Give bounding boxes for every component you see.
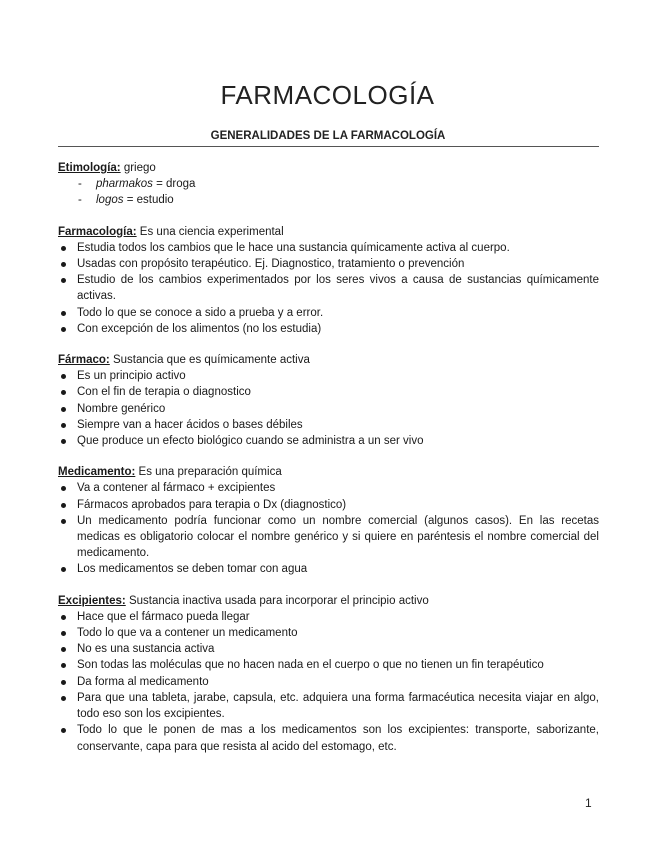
list-item: Son todas las moléculas que no hacen nada en el cuerpo o que no tienen un fin terapéutico — [58, 657, 599, 673]
list-item: Los medicamentos se deben tomar con agua — [58, 561, 599, 577]
term-label: Medicamento: — [58, 466, 136, 479]
bullet-list — [58, 480, 599, 577]
list-item: Estudia todos los cambios que le hace una sustancia químicamente activa al cuerpo. — [58, 240, 599, 256]
page-subtitle: GENERALIDADES DE LA FARMACOLOGÍA — [210, 130, 446, 142]
list-item: Todo lo que va a contener un medicamento — [58, 625, 599, 641]
list-item: Da forma al medicamento — [58, 674, 599, 690]
list-item: Estudio de los cambios experimentados por los seres vivos a causa de sustancias químicamente activas. — [58, 272, 599, 304]
list-item: Todo lo que le ponen de mas a los medicamentos son los excipientes: transporte, saborizante, conservante, capa para que resista al acido del estomago, etc. — [58, 722, 599, 754]
list-item: Con excepción de los alimentos (no los estudia) — [58, 321, 599, 337]
term-label: Etimología: — [58, 162, 121, 174]
term-definition: Sustancia inactiva usada para incorporar el principio activo — [125, 594, 429, 607]
etymology-word: pharmakos — [96, 178, 153, 191]
section-medicamento — [58, 464, 599, 577]
etymology-word: logos — [96, 194, 124, 207]
list-item: Todo lo que se conoce a sido a prueba y a error. — [58, 305, 599, 321]
list-item: Fármacos aprobados para terapia o Dx (diagnostico) — [58, 497, 599, 513]
list-item: Usadas con propósito terapéutico. Ej. Diagnostico, tratamiento o prevención — [58, 256, 599, 272]
list-item: Que produce un efecto biológico cuando se administra a un ser vivo — [58, 433, 599, 449]
document-body — [58, 160, 599, 770]
term-label: Excipientes: — [58, 594, 126, 607]
term-definition: Es una preparación química — [135, 466, 282, 479]
etymology-meaning: = droga — [152, 178, 196, 191]
list-item: Nombre genérico — [58, 401, 599, 417]
section-heading — [58, 464, 599, 480]
page-title: FARMACOLOGÍA — [220, 80, 435, 110]
section-heading — [58, 352, 599, 368]
page-number: 1 — [585, 796, 592, 810]
term-label: Farmacología: — [58, 225, 137, 238]
bullet-list — [58, 240, 599, 337]
bullet-list — [58, 368, 599, 449]
etymology-meaning: = estudio — [123, 194, 174, 207]
term-definition: griego — [120, 162, 156, 174]
list-item — [58, 192, 599, 208]
list-item: Siempre van a hacer ácidos o bases débiles — [58, 417, 599, 433]
list-item: Hace que el fármaco pueda llegar — [58, 609, 599, 625]
term-definition: Sustancia que es químicamente activa — [109, 354, 310, 367]
title-divider — [58, 146, 599, 147]
section-etimologia — [58, 160, 599, 209]
list-item: Con el fin de terapia o diagnostico — [58, 384, 599, 400]
section-excipientes — [58, 593, 599, 755]
section-heading — [58, 224, 599, 240]
list-item: Un medicamento podría funcionar como un nombre comercial (algunos casos). En las recetas medicas es obligatorio colocar el nombre genérico y si quiere en paréntesis el nombre comercial del medicamento. — [58, 513, 599, 562]
list-item: Para que una tableta, jarabe, capsula, etc. adquiera una forma farmacéutica necesita viajar en algo, todo eso son los excipientes. — [58, 690, 599, 722]
section-farmacologia — [58, 224, 599, 337]
list-item: No es una sustancia activa — [58, 641, 599, 657]
dash-list — [58, 176, 599, 208]
term-label: Fármaco: — [58, 354, 110, 367]
list-item: Va a contener al fármaco + excipientes — [58, 480, 599, 496]
section-farmaco — [58, 352, 599, 449]
list-item: Es un principio activo — [58, 368, 599, 384]
section-heading — [58, 593, 599, 609]
list-item — [58, 176, 599, 192]
bullet-list — [58, 609, 599, 755]
section-heading — [58, 160, 599, 176]
term-definition: Es una ciencia experimental — [136, 225, 284, 238]
